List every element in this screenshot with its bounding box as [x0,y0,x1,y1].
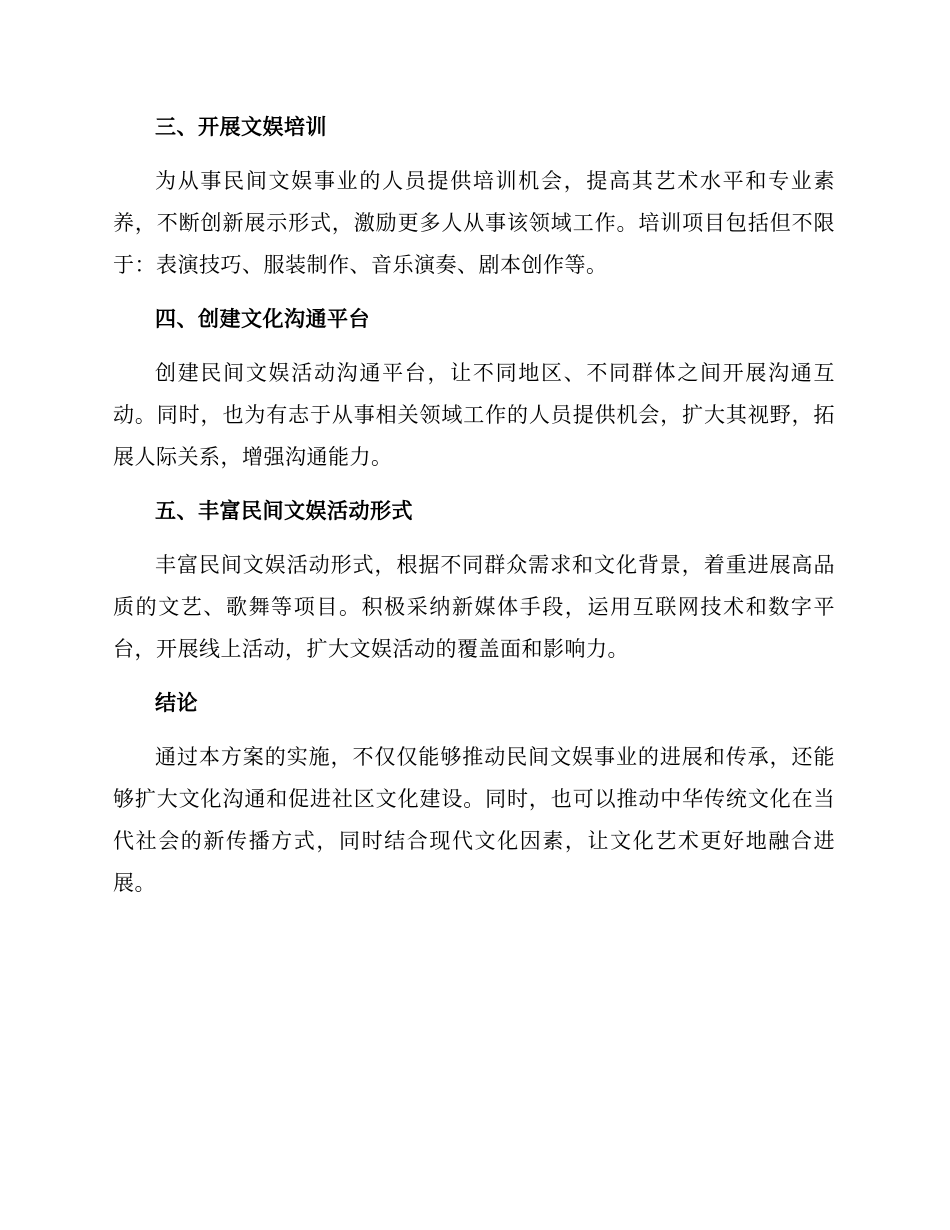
document-body [113,106,835,916]
section-paragraph-conclusion: 通过本方案的实施，不仅仅能够推动民间文娱事业的进展和传承，还能够扩大文化沟通和促进社区文化建设。同时，也可以推动中华传统文化在当代社会的新传播方式，同时结合现代文化因素，让文化艺术更好地融合进展。 [113,745,835,895]
section-paragraph-activity-forms: 丰富民间文娱活动形式，根据不同群众需求和文化背景，着重进展高品质的文艺、歌舞等项目。积极采纳新媒体手段，运用互联网技术和数字平台，开展线上活动，扩大文娱活动的覆盖面和影响力。 [113,553,835,661]
section-paragraph-training: 为从事民间文娱事业的人员提供培训机会，提高其艺术水平和专业素养，不断创新展示形式，激励更多人从事该领域工作。培训项目包括但不限于：表演技巧、服装制作、音乐演奏、剧本创作等。 [113,169,835,277]
section-heading-conclusion: 结论 [155,691,198,715]
section-heading-training: 三、开展文娱培训 [155,115,327,139]
section-heading-activity-forms: 五、丰富民间文娱活动形式 [155,499,413,523]
section-heading-communication-platform: 四、创建文化沟通平台 [155,307,370,331]
section-paragraph-communication-platform: 创建民间文娱活动沟通平台，让不同地区、不同群体之间开展沟通互动。同时，也为有志于从事相关领域工作的人员提供机会，扩大其视野，拓展人际关系，增强沟通能力。 [113,361,835,469]
